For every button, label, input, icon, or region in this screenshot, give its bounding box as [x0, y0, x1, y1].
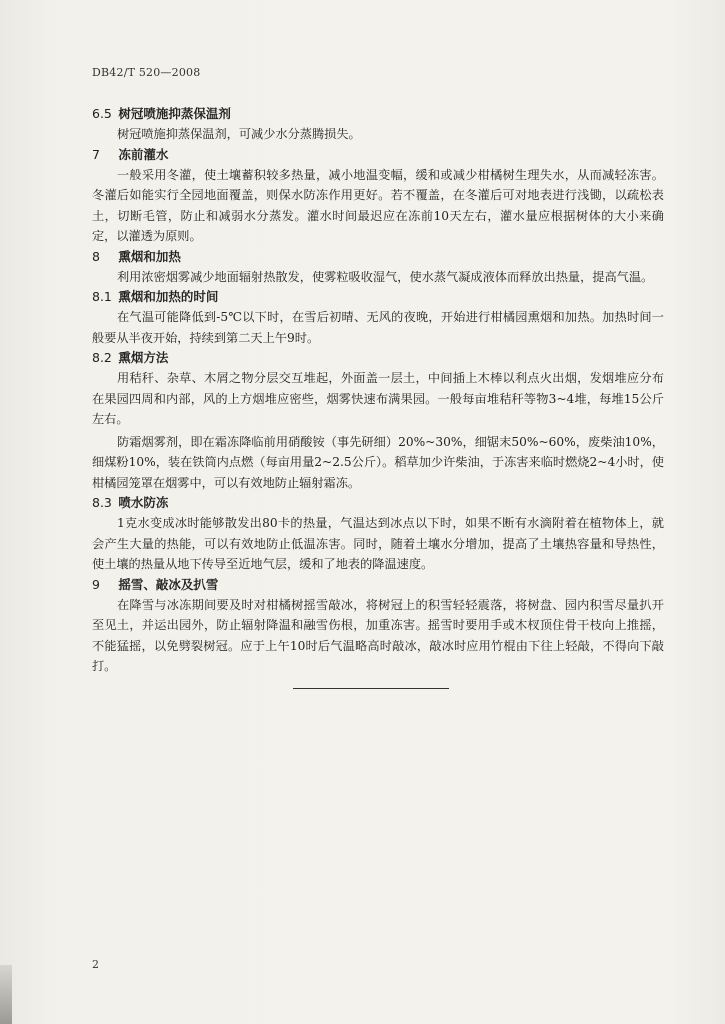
- section-title: 熏烟和加热的时间: [118, 289, 219, 304]
- section-heading-8: [92, 247, 664, 267]
- page-number: 2: [92, 958, 99, 971]
- section-title: 树冠喷施抑蒸保温剂: [118, 106, 231, 121]
- paragraph: 1克水变成冰时能够散发出80卡的热量，气温达到冰点以下时，如果不断有水滴附着在植物体上，就会产生大量的热能，可以有效地防止低温冻害。同时，随着土壤水分增加，提高了土壤热容量和导热性，使土壤的热量从地下传导至近地气层，缓和了地表的降温速度。: [92, 516, 664, 571]
- section-title: 冻前灌水: [118, 146, 169, 162]
- section-heading-8-1: [92, 287, 664, 307]
- section-number: 8: [92, 248, 100, 264]
- section-number: 8.2: [92, 350, 112, 365]
- section-title: 摇雪、敲冰及扒雪: [118, 576, 219, 592]
- document-body: [92, 104, 664, 677]
- paragraph: 利用浓密烟雾减少地面辐射热散发，使雾粒吸收湿气，使水蒸气凝成液体而释放出热量，提高气温。: [117, 269, 654, 284]
- section-heading-8-3: [92, 493, 664, 513]
- end-of-text-rule: [293, 688, 449, 689]
- section-number: 8.1: [92, 289, 112, 304]
- section-number: 6.5: [92, 106, 112, 121]
- paragraph: 防霜烟雾剂，即在霜冻降临前用硝酸铵（事先研细）20%~30%，细锯末50%~60%，废柴油10%，细煤粉10%，装在铁筒内点燃（每亩用量2~2.5公斤）。稻草加少许柴油，于冻害来临时燃烧2~4小时，使柑橘园笼罩在烟雾中，可以有效地防止辐射霜冻。: [92, 434, 664, 490]
- section-title: 熏烟方法: [118, 350, 169, 365]
- paragraph: 用秸秆、杂草、木屑之物分层交互堆起，外面盖一层土，中间插上木棒以利点火出烟，发烟堆应分布在果园四周和内部，风的上方烟堆应密些，烟雾快速布满果园。一般每亩堆秸秆等物3~4堆，每堆15公斤左右。: [92, 371, 664, 426]
- paragraph: 树冠喷施抑蒸保温剂，可减少水分蒸腾损失。: [117, 127, 361, 141]
- section-heading-8-2: [92, 348, 664, 368]
- scan-edge-shadow: [0, 965, 12, 1024]
- paragraph: 在气温可能降低到-5℃以下时，在雪后初晴、无风的夜晚，开始进行柑橘园熏烟和加热。加热时间一般要从半夜开始，持续到第二天上午9时。: [92, 310, 664, 345]
- section-title: 喷水防冻: [118, 495, 169, 510]
- paragraph: 一般采用冬灌，使土壤蓄积较多热量，减小地温变幅，缓和或减少柑橘树生理失水，从而减轻冻害。冬灌后如能实行全园地面覆盖，则保水防冻作用更好。若不覆盖，在冬灌后可对地表进行浅锄，以疏松表土，切断毛管，防止和减弱水分蒸发。灌水时间最迟应在冻前10天左右，灌水量应根据树体的大小来确定，以灌透为原则。: [92, 167, 664, 243]
- section-heading-9: [92, 575, 664, 595]
- paragraph: 在降雪与冰冻期间要及时对柑橘树摇雪敲冰，将树冠上的积雪轻轻震落，将树盘、园内积雪尽量扒开至见土，并运出园外，防止辐射降温和融雪伤根，加重冻害。摇雪时要用手或木杈顶住骨干枝向上推摇，不能猛摇，以免劈裂树冠。应于上午10时后气温略高时敲冰，敲冰时应用竹棍由下往上轻敲，不得向下敲打。: [92, 597, 664, 673]
- section-title: 熏烟和加热: [118, 248, 181, 264]
- section-number: 7: [92, 146, 100, 162]
- standard-code: DB42/T 520—2008: [92, 66, 201, 79]
- section-number: 9: [92, 576, 100, 592]
- section-heading-7: [92, 145, 664, 165]
- section-number: 8.3: [92, 495, 112, 510]
- section-heading-6-5: [92, 104, 664, 124]
